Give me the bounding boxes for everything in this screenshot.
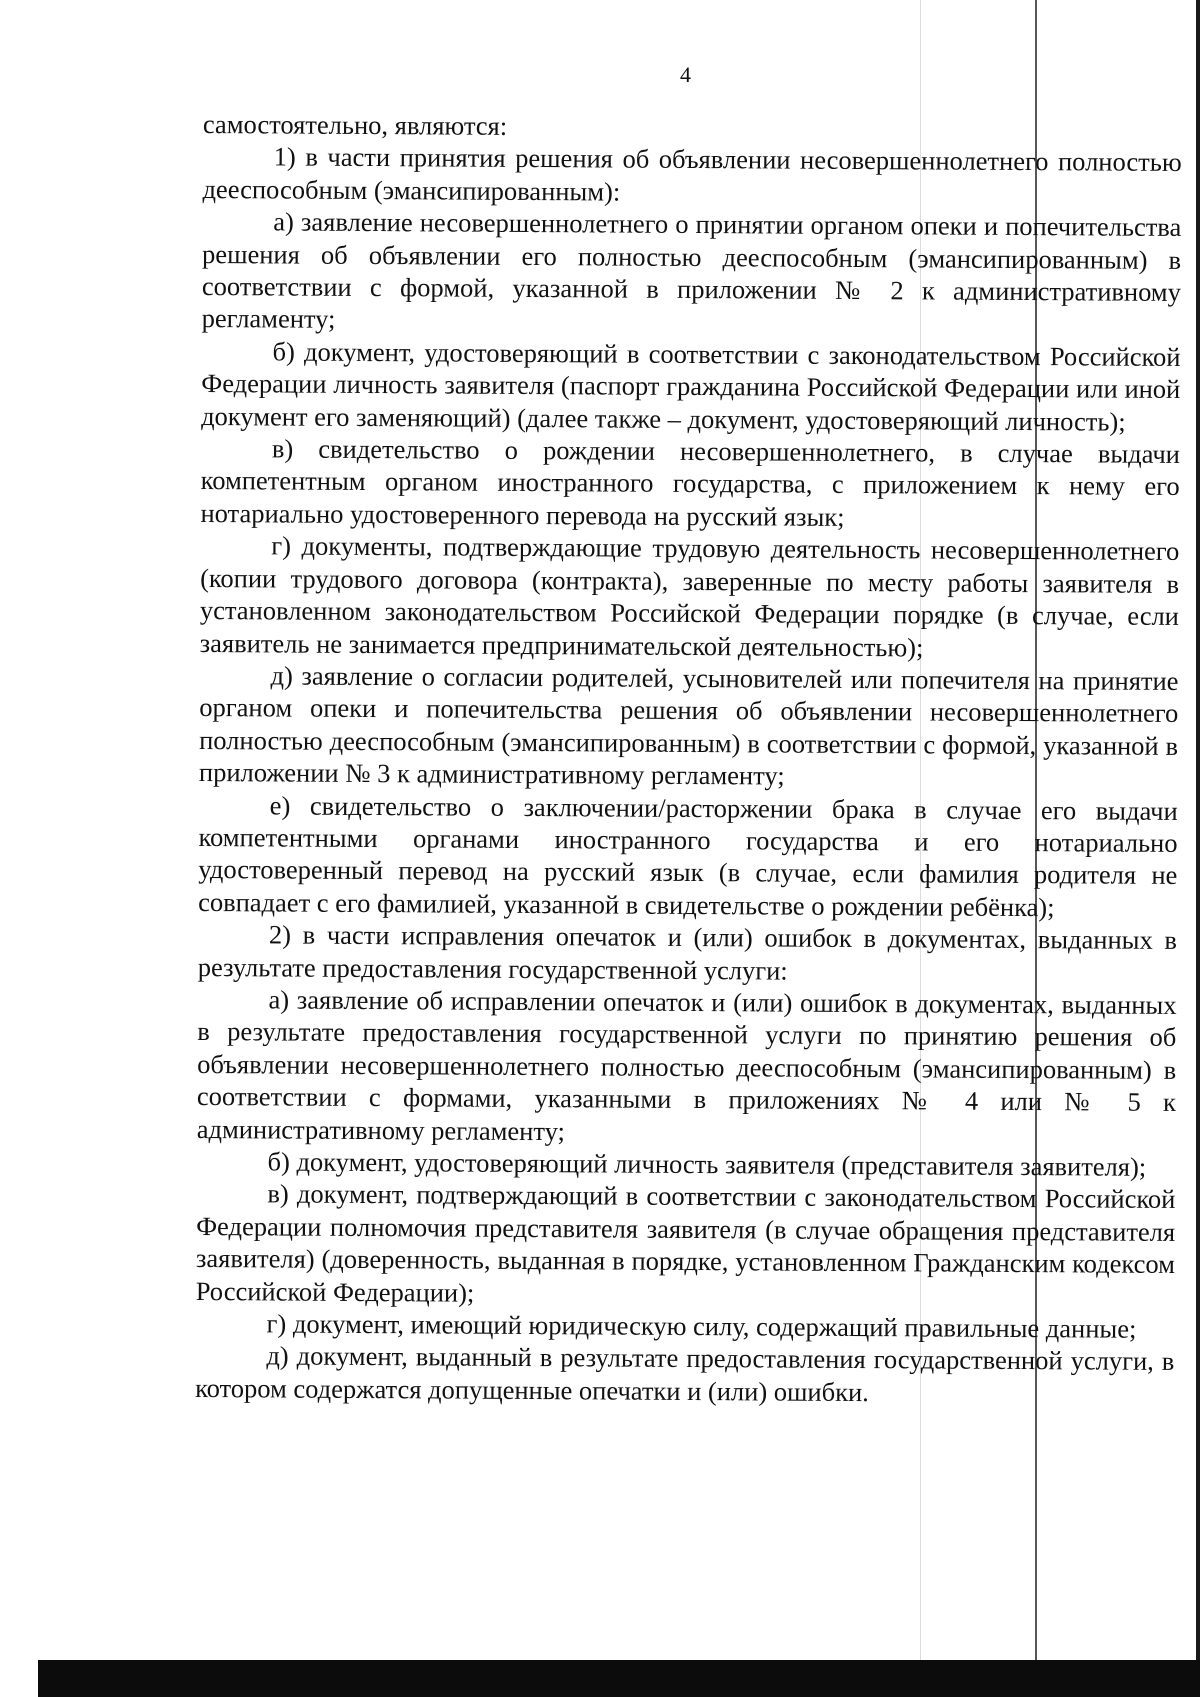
paragraph-1d: д) заявление о согласии родителей, усыновителей или попечителя на принятие органом опеки и попечительства решения об объявлении несовершеннолетнего полностью дееспособным (эмансипированным) в соответствии с формой, указанной в приложении № 3 к административному регламенту; — [198, 660, 1179, 791]
paragraph-1g: г) документы, подтверждающие трудовую деятельность несовершеннолетнего (копии трудового договора (контракта), заверенные по месту работы заявителя в установленном законодательством Российской Федерации порядке (в случае, если заявитель не занимается предпринимательской деятельностью); — [199, 530, 1180, 662]
paragraph-section-2: 2) в части исправления опечаток и (или) ошибок в документах, выданных в результате предоставления государственной услуги: — [197, 919, 1178, 986]
paragraph-2g: г) документ, имеющий юридическую силу, содержащий правильные данные; — [266, 1308, 1137, 1344]
paragraph-2d: д) документ, выданный в результате предоставления государственной услуги, в котором содержатся допущенные опечатки и (или) ошибки. — [195, 1340, 1175, 1407]
paragraph-2a: а) заявление об исправлении опечаток и (или) ошибок в документах, выданных в результате предоставления государственной услуги по принятию решения об объявлении несовершеннолетнего полностью дееспособным (эмансипированным) в соответствии с формами, указанными в приложениях № 4 или № 5 к административному регламенту; — [196, 984, 1177, 1146]
paragraph-1e: е) свидетельство о заключении/расторжении брака в случае его выдачи компетентными органами иностранного государства и его нотариально удостоверенный перевод на русский язык (в случае, если фамилия родителя не совпадает с его фамилией, указанной в свидетельстве о рождении ребёнка); — [198, 789, 1178, 922]
paragraph-1b: б) документ, удостоверяющий в соответствии с законодательством Российской Федерации личность заявителя (паспорт гражданина Российской Федерации или иной документ его заменяющий) (далее также – документ, удостоверяющий личность); — [201, 336, 1181, 437]
document-body — [195, 108, 1182, 1410]
scan-border-right — [1196, 0, 1200, 1697]
page-number: 4 — [680, 62, 691, 87]
paragraph-section-1: 1) в части принятия решения об объявлении несовершеннолетнего полностью дееспособным (эмансипированным): — [202, 141, 1182, 207]
scan-border-bottom — [38, 1660, 1200, 1697]
paragraph-intro: самостоятельно, являются: — [202, 108, 508, 141]
paragraph-2v: в) документ, подтверждающий в соответствии с законодательством Российской Федерации полномочия представителя заявителя (в случае обращения представителя заявителя) (доверенность, выданная в порядке, установленном Гражданским кодексом Российской Федерации); — [195, 1178, 1176, 1308]
paragraph-1a: а) заявление несовершеннолетнего о принятии органом опеки и попечительства решения об объявлении его полностью дееспособным (эмансипированным) в соответствии с формой, указанной в приложении № 2 к административному регламенту; — [201, 206, 1182, 335]
paragraph-2b: б) документ, удостоверяющий личность заявителя (представителя заявителя); — [267, 1146, 1147, 1182]
paragraph-1v: в) свидетельство о рождении несовершеннолетнего, в случае выдачи компетентным органом иностранного государства, с приложением к нему его нотариально удостоверенного перевода на русский язык; — [200, 433, 1180, 532]
